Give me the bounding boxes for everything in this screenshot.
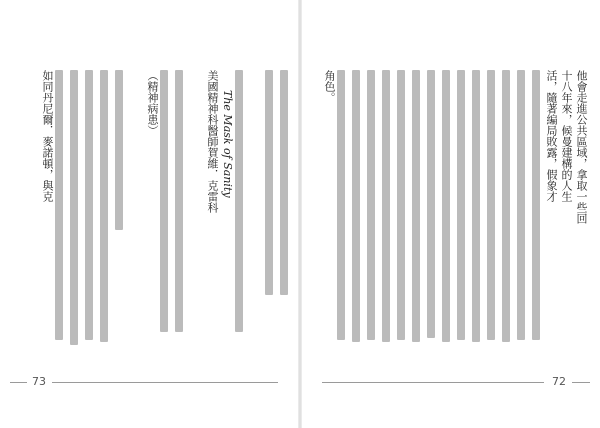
right-life-column: 活，隨著編局敗露，假象才: [545, 70, 558, 202]
right-footer-rule: [322, 382, 544, 383]
right-text-column: [502, 70, 510, 342]
left-title-column: 美國精神科醫師賀維．克雷科: [206, 70, 219, 213]
left-text-column: [55, 70, 63, 340]
right-text-column: [337, 70, 345, 340]
right-text-column: [532, 70, 540, 340]
right-end-column: 角色。: [323, 70, 336, 103]
right-text-column: [517, 70, 525, 340]
right-text-column: [487, 70, 495, 340]
right-page: [300, 0, 600, 428]
left-text-column: [265, 70, 273, 295]
left-text-column: [160, 70, 168, 332]
right-text-column: [352, 70, 360, 342]
left-footer-rule: [52, 382, 278, 383]
left-text-column: [235, 70, 243, 332]
right-text-column: [427, 70, 435, 338]
right-year-column: 十八年來，候曼建構的人生: [560, 70, 573, 202]
right-text-column: [367, 70, 375, 340]
left-text-column: [115, 70, 123, 230]
right-text-column: [442, 70, 450, 342]
left-page-number: 73: [32, 375, 46, 388]
left-text-column: [100, 70, 108, 342]
left-quote-column: 如同丹尼爾．麥諾頓，與克: [41, 70, 54, 202]
left-footer-rule: [10, 382, 27, 383]
right-text-column: [412, 70, 420, 342]
left-coined-column: （精神病患）: [146, 70, 159, 136]
left-text-column: [280, 70, 288, 295]
right-page-number: 72: [552, 375, 566, 388]
left-text-column: [70, 70, 78, 345]
right-footer-rule: [572, 382, 590, 383]
left-text-column: [85, 70, 93, 340]
left-english-title: The Mask of Sanity: [221, 90, 234, 198]
left-text-column: [175, 70, 183, 332]
right-first-column: 他會走進公共區域，拿取一些回: [575, 70, 588, 224]
right-text-column: [382, 70, 390, 342]
right-text-column: [457, 70, 465, 340]
right-text-column: [472, 70, 480, 342]
right-text-column: [397, 70, 405, 340]
